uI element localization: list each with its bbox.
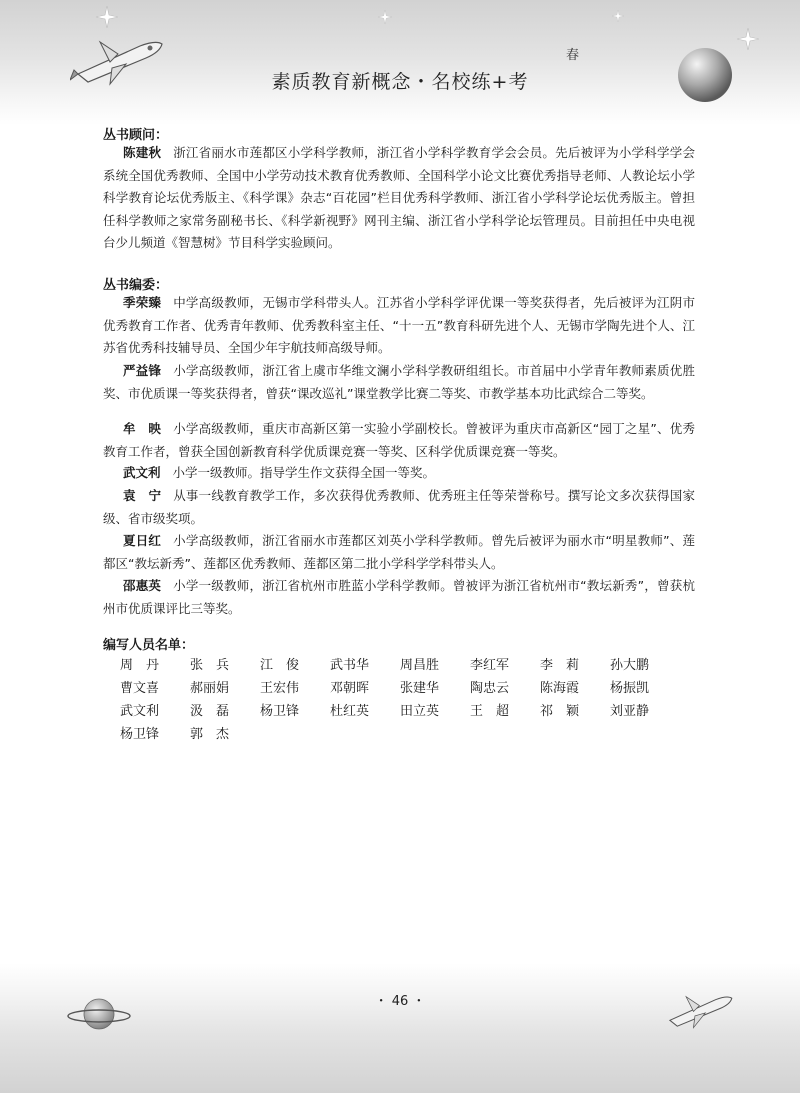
- writer-name: 江 俊: [260, 658, 300, 673]
- bio-paragraph: [103, 485, 695, 530]
- writer-name: 陈海霞: [540, 681, 580, 696]
- bio-text: 小学高级教师，浙江省丽水市莲都区刘英小学科学教师。曾先后被评为丽水市“明星教师”、莲都区“教坛新秀”、莲都区优秀教师、莲都区第二批小学科学学科带头人。: [103, 533, 695, 571]
- writer-name: 周 丹: [120, 658, 160, 673]
- bio-text: 浙江省丽水市莲都区小学科学教师，浙江省小学科学教育学会会员。先后被评为小学科学学会系统全国优秀教师、全国中小学劳动技术教育优秀教师、全国科学小论文比赛优秀指导老师、人教论坛小学科学教育论坛优秀版主、《科学课》杂志“百花园”栏目优秀科学教师、浙江省小学科学论坛优秀版主。曾担任科学教师之家常务副秘书长、《科学新视野》网刊主编、浙江省小学科学论坛管理员。目前担任中央电视台少儿频道《智慧树》节目科学实验顾问。: [103, 145, 695, 250]
- writer-name: 祁 颖: [540, 704, 580, 719]
- writer-name: 杜红英: [330, 704, 370, 719]
- writer-name: 张建华: [400, 681, 440, 696]
- writer-name: 杨卫锋: [260, 704, 300, 719]
- person-name: 武文利: [123, 465, 161, 480]
- writer-name: 武书华: [330, 658, 370, 673]
- writer-name: 李红军: [470, 658, 510, 673]
- bio-paragraph: [103, 418, 695, 463]
- writer-name: 王 超: [470, 704, 510, 719]
- writers-list: [120, 654, 710, 746]
- writer-name: 郝丽娟: [190, 681, 230, 696]
- writer-name: 周昌胜: [400, 658, 440, 673]
- person-name: 夏日红: [123, 533, 162, 548]
- bio-paragraph: [103, 360, 695, 405]
- advisors-heading: 丛书顾问：: [103, 128, 169, 143]
- writer-name: 李 莉: [540, 658, 580, 673]
- writer-name: 杨卫锋: [120, 727, 160, 742]
- person-name: 陈建秋: [123, 145, 162, 160]
- bio-text: 小学一级教师。指导学生作文获得全国一等奖。: [172, 465, 436, 480]
- person-name: 季荣臻: [123, 295, 162, 310]
- bio-text: 小学高级教师，浙江省上虞市华维文澜小学科学教研组组长。市首届中小学青年教师素质优胜奖、市优质课一等奖获得者，曾获“课改巡礼”课堂教学比赛二等奖、市教学基本功比武综合二等奖。: [103, 363, 695, 401]
- writer-name: 刘亚静: [610, 704, 650, 719]
- person-name: 袁 宁: [123, 488, 162, 503]
- writer-name: 郭 杰: [190, 727, 230, 742]
- writers-heading: 编写人员名单：: [103, 638, 195, 653]
- bio-paragraph: [103, 462, 695, 485]
- writer-name: 王宏伟: [260, 681, 300, 696]
- sparkle-icon: [612, 10, 624, 22]
- writer-name: 杨振凯: [610, 681, 650, 696]
- person-name: 邵惠英: [123, 578, 162, 593]
- bio-paragraph: [103, 142, 695, 255]
- writer-name: 陶忠云: [470, 681, 510, 696]
- sparkle-icon: [737, 28, 759, 50]
- bio-text: 从事一线教育教学工作，多次获得优秀教师、优秀班主任等荣誉称号。撰写论文多次获得国家级、省市级奖项。: [103, 488, 695, 526]
- writer-name: 孙大鹏: [610, 658, 650, 673]
- writer-name: 田立英: [400, 704, 440, 719]
- writer-name: 武文利: [120, 704, 160, 719]
- bio-paragraph: [103, 292, 695, 360]
- editors-heading: 丛书编委：: [103, 278, 169, 293]
- header-title: 素质教育新概念・名校练+考: [271, 71, 529, 93]
- writer-name: 邓朝晖: [330, 681, 370, 696]
- bio-paragraph: [103, 575, 695, 620]
- person-name: 牟 映: [123, 421, 162, 436]
- writer-name: 曹文喜: [120, 681, 160, 696]
- season-label: 春: [566, 48, 580, 63]
- bio-text: 小学一级教师，浙江省杭州市胜蓝小学科学教师。曾被评为浙江省杭州市“教坛新秀”，曾获杭州市优质课评比三等奖。: [103, 578, 695, 616]
- sparkle-icon: [378, 10, 392, 24]
- bio-paragraph: [103, 530, 695, 575]
- person-name: 严益锋: [123, 363, 162, 378]
- writer-name: 张 兵: [190, 658, 230, 673]
- sparkle-icon: [96, 6, 118, 28]
- writer-name: 汲 磊: [190, 704, 230, 719]
- bio-text: 小学高级教师，重庆市高新区第一实验小学副校长。曾被评为重庆市高新区“园丁之星”、优秀教育工作者，曾获全国创新教育科学优质课竞赛一等奖、区科学优质课竞赛一等奖。: [103, 421, 695, 459]
- page-number: ・ 46 ・: [374, 994, 426, 1009]
- bio-text: 中学高级教师，无锡市学科带头人。江苏省小学科学评优课一等奖获得者，先后被评为江阴市优秀教育工作者、优秀青年教师、优秀教科室主任、“十一五”教育科研先进个人、无锡市学陶先进个人、江苏省优秀科技辅导员、全国少年宇航技师高级导师。: [103, 295, 695, 355]
